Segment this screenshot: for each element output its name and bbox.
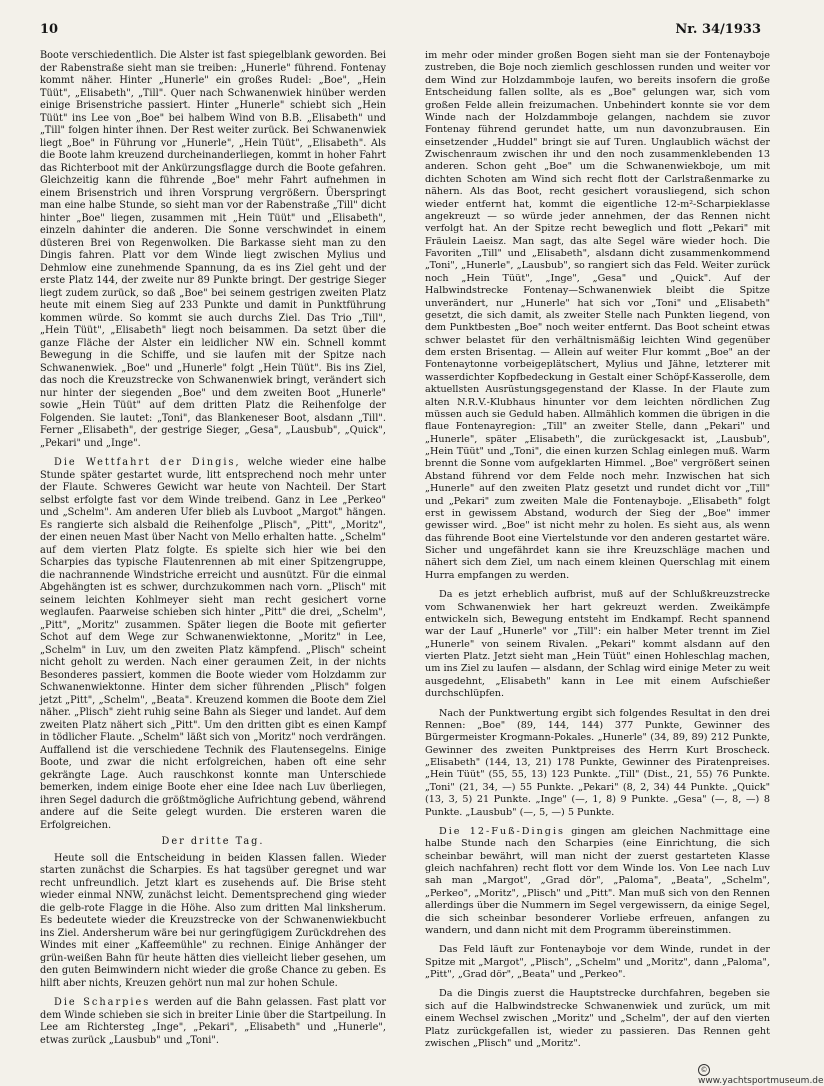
section-lead: Die 12-Fuß-Dingis [439, 825, 565, 837]
issue-number: Nr. 34/1933 [675, 22, 761, 37]
paragraph-text: welche wieder eine halbe Stunde später gestartet wurde, litt entsprechend noch mehr unter der Flaute. Schweres Gewicht war heute von Nachteil. Der Start selbst erfolgte fast vor dem Winde treibend. Ganz in Lee „Perkeo" und „Schelm". Am anderen Ufer blieb als Luvboot „Margot" hängen. Es rangierte sich alsbald die Reihenfolge „Plisch", „Pitt", „Moritz", der einen neuen Mast über Nacht von Mello erhalten hatte. „Schelm" auf dem vierten Platz folgte. Es spielte sich hier wie bei den Scharpies das typische Flautenrennen ab mit einer Spitzengruppe, die nachrannende Windstriche erreicht und ausnützt. Für die einmal Abgehängten ist es schwer, durchzukommen nach vorn. „Plisch" mit seinem leichten Kohlmeyer sieht man recht gesichert vorne weglaufen. Paarweise schieben sich hinter „Pitt" die drei, „Schelm", „Pitt", „Moritz" zusammen. Später liegen die Boote mit gefierter Schot auf dem Wege zur Schwanenwiektonne, „Moritz" in Lee, „Schelm" in Luv, um den zweiten Platz kämpfend. „Plisch" scheint nicht geholt zu werden. Nach einer geraumen Zeit, in der nichts Besonderes passiert, kommen die Boote wieder vom Holzdamm zur Schwanenwiektonne. Hinter dem sicher führenden „Plisch" folgen jetzt „Pitt", „Schelm", „Beata". Kreuzend kommen die Boote dem Ziel näher. „Plisch" zieht ruhig seine Bahn als Sieger und landet. Auf dem zweiten Platz nähert sich „Pitt". Um den dritten gibt es einen Kampf in tödlicher Flaute. „Schelm" läßt sich von „Moritz" noch verdrängen. Auffallend ist die verschiedene Technik des Flautensegelns. Einige Boote, und zwar die nicht erfolgreichen, haben oft eine sehr gekrängte Lage. Auch rauschkonst konnte man Unterschiede bemerken, indem einige Boote eher eine Idee nach Luv überliegen, ihren Segel dadurch die größtmögliche Aufrichtung gebend, während andere auf die Seite gelegt wurden. Die ersteren waren die Erfolgreichen. [40, 457, 386, 831]
paragraph: Das Feld läuft zur Fontenayboje vor dem Winde, rundet in der Spitze mit „Margot", „Plisch", „Schelm" und „Moritz", dann „Paloma", „Pitt", „Grad dör", „Beata" und „Perkeo". [425, 944, 770, 980]
right-column [425, 50, 770, 1050]
results-paragraph: Nach der Punktwertung ergibt sich folgendes Resultat in den drei Rennen: „Boe" (89, 144, 144) 377 Punkte, Gewinner des Bürgermeister Krogmann-Pokales. „Hunerle" (34, 89, 89) 212 Punkte, Gewinner des zweiten Punktpreises des Herrn Kurt Broscheck. „Elisabeth" (144, 13, 21) 178 Punkte, Gewinner des Piratenpreises. „Hein Tüüt" (55, 55, 13) 123 Punkte. „Till" (Dist., 21, 55) 76 Punkte. „Toni" (21, 34, —) 55 Punkte. „Pekari" (8, 2, 34) 44 Punkte. „Quick" (13, 3, 5) 21 Punkte. „Inge" (—, 1, 8) 9 Punkte. „Gesa" (—, 8, —) 8 Punkte. „Lausbub" (—, 5, —) 5 Punkte. [425, 707, 770, 818]
paragraph [40, 997, 386, 1047]
paragraph: Da es jetzt erheblich aufbrist, muß auf der Schlußkreuzstrecke vom Schwanenwiek her hart gekreuzt werden. Zweikämpfe entwickeln sich, Bewegung entsteht im Endkampf. Recht spannend war der Lauf „Hunerle" vor „Till": ein halber Meter trennt im Ziel „Hunerle" von seinem Rivalen. „Pekari" kommt alsdann auf den vierten Platz. Jetzt sieht man „Hein Tüüt" einen Hohleschlag machen, um ins Ziel zu laufen — alsdann, der Schlag wird einige Meter zu weit ausgedehnt, „Elisabeth" kann in Lee mit einem Aufschießer durchschlüpfen. [425, 589, 770, 700]
credit-text: www.yachtsportmuseum.de [698, 1076, 824, 1086]
paragraph [425, 826, 770, 937]
source-credit [698, 1064, 824, 1086]
left-column [40, 50, 386, 1047]
paragraph-text: gingen am gleichen Nachmittage eine halbe Stunde nach den Scharpies (eine Einrichtung, die sich scheinbar bewährt, will man nicht der zuerst gestarteten Klasse gleich nachfahren) recht flott vor dem Winde los. Von Lee nach Luv sah man „Margot", „Grad dör", „Paloma", „Beata", „Schelm", „Perkeo", „Moritz", „Plisch" und „Pitt". Man muß sich von den Rennen allerdings über die Nummern im Segel vergewissern, da einige Segel, die sich scheinbar besonderer Vorliebe erfreuen, anfangen zu wandern, und dann nicht mit dem Programm übereinstimmen. [425, 825, 770, 936]
section-lead: Die Scharpies [54, 997, 151, 1008]
copyright-icon: © [698, 1064, 710, 1076]
section-heading: Der dritte Tag. [161, 836, 265, 847]
paragraph [40, 457, 386, 832]
paragraph: im mehr oder minder großen Bogen sieht man sie der Fontenayboje zustreben, die Boje noch ziemlich geschlossen runden und weiter vor dem Wind zur Holzdammboje laufen, wo bereits insofern die große Entscheidung fallen sollte, als es „Boe" gelungen war, sich vom großen Felde allein freizumachen. Unbehindert konnte sie vor dem Winde nach der Holzdammboje gelangen, nachdem sie zuvor Fontenay führend gerundet hatte, um nun davonzubrausen. Ein einsetzender „Huddel" bringt sie auf Turen. Unglaublich wächst der Zwischenraum zwischen ihr und den noch zusammenklebenden 13 anderen. Schon geht „Boe" um die Schwanenwiekboje, um mit dichten Schoten am Wind sich recht flott der Carlstraßenmarke zu nähern. Als das Boot, recht gesichert vorausliegend, sich schon wieder entfernt hat, kommt die eigentliche 12-m²-Scharpieklasse angekreuzt — so würde jeder annehmen, der das Rennen nicht verfolgt hat. An der Spitze recht beweglich und flott „Pekari" mit Fräulein Laeisz. Man sagt, das alte Segel wäre wieder hoch. Die Favoriten „Till" und „Elisabeth", alsdann dicht zusammenkommend „Toni", „Hunerle", „Lausbub", so rangiert sich das Feld. Weiter zurück noch „Hein Tüüt", „Inge", „Gesa" und „Quick". Auf der Halbwindstrecke Fontenay—Schwanenwiek bleibt die Spitze unverändert, nur „Hunerle" hat sich vor „Toni" und „Elisabeth" gesetzt, die sich damit, als zweiter Stelle nach Punkten liegend, von dem Punktbesten „Boe" noch weiter entfernt. Das Boot scheint etwas schwer belastet für den verhältnismäßig leichten Wind gegenüber dem ersten Brisentag. — Allein auf weiter Flur kommt „Boe" an der Fontenaytonne vorbeigeplätschert, Mylius und Jähne, letzterer mit wasserdichter Kopfbedeckung in Gestalt einer Schöpf-Kasserolle, dem aktuellsten Ausrüstungsgegenstand der Klasse. In der Flaute zum alten N.R.V.-Klubhaus hinunter vor dem leichten nördlichen Zug müssen auch sie Geduld haben. Allmählich kommen die übrigen in die flaue Fontenayregion: „Till" an zweiter Stelle, dann „Pekari" und „Hunerle", später „Elisabeth", die zurückgesackt ist, „Lausbub", „Hein Tüüt" und „Toni", die einen kurzen Schlag einlegen muß. Warm brennt die Sonne vom aufgeklarten Himmel. „Boe" vergrößert seinen Abstand führend vor dem Felde noch mehr. Inzwischen hat sich „Hunerle" auf den zweiten Platz gesetzt und rundet dicht vor „Till" und „Pekari" zum zweiten Male die Fontenayboje. „Elisabeth" folgt erst in gewissem Abstand, wodurch der Sieg der „Boe" immer gewisser wird. „Boe" ist nicht mehr zu holen. Es sieht aus, als wenn das führende Boot eine Viertelstunde vor den anderen gestartet wäre. Sicher und ungefährdet kann sie ihre Kreuzschläge machen und nähert sich dem Ziel, um nach einem kleinen Querschlag mit einem Hurra empfangen zu werden. [425, 50, 770, 581]
paragraph: Da die Dingis zuerst die Hauptstrecke durchfahren, begeben sie sich auf die Halbwindstrecke Schwanenwiek und zurück, um mit einem Wechsel zwischen „Moritz" und „Schelm", der auf den vierten Platz zurückgefallen ist, wieder zu passieren. Das Rennen geht zwischen „Plisch" und „Moritz". [425, 988, 770, 1049]
page-number: 10 [40, 22, 59, 37]
paragraph: Heute soll die Entscheidung in beiden Klassen fallen. Wieder starten zunächst die Scharpies. Es hat tagsüber geregnet und war recht unfreundlich. Jetzt klart es zusehends auf. Die Brise steht wieder einmal NNW, zunächst leicht. Dementsprechend ging wieder die gelb-rote Flagge in die Höhe. Also zum dritten Mal linksherum. Es bedeutete wieder die Kreuzstrecke von der Schwanenwiekbucht ins Ziel. Andersherum wäre bei nur geringfügigem Zurückdrehen des Windes mit einer „Kaffeemühle" zu rechnen. Einige Anhänger der grün-weißen Bahn für heute hätten dies vielleicht lieber gesehen, um den guten Beimwindern nicht wieder die große Chance zu geben. Es hilft aber nichts, Kreuzen gehört nun mal zur hohen Schule. [40, 852, 386, 989]
section-lead: Die Wettfahrt der Dingis, [54, 457, 241, 468]
paragraph: Boote verschiedentlich. Die Alster ist fast spiegelblank geworden. Bei der Rabenstraße sieht man sie treiben: „Hunerle" führend. Fontenay kommt näher. Hinter „Hunerle" ein großes Rudel: „Boe", „Hein Tüüt", „Elisabeth", „Till". Quer nach Schwanenwiek hinüber werden einige Brisenstriche passiert. Hinter „Hunerle" schiebt sich „Hein Tüüt" ins Lee von „Boe" bei halbem Wind von B.B. „Elisabeth" und „Till" folgen hinter ihnen. Der Rest weiter zurück. Bei Schwanenwiek liegt „Boe" in Führung vor „Hunerle", „Hein Tüüt", „Elisabeth". Als die Boote lahm kreuzend durcheinanderliegen, kommt in hoher Fahrt das Richterboot mit der Ankürzungsflagge durch die Boote gefahren. Gleichzeitig kann die führende „Boe" mehr Fahrt aufnehmen in einem Brisenstrich und ihren Vorsprung vergrößern. Überspringt man eine halbe Stunde, so sieht man vor der Rabenstraße „Till" dicht hinter „Boe" liegen, zusammen mit „Hein Tüüt" und „Elisabeth", einzeln dahinter die anderen. Die Sonne verschwindet in einem düsteren Brei von Regenwolken. Die Barkasse sieht man zu den Dingis fahren. Platt vor dem Winde liegt zwischen Mylius und Dehmlow eine zunehmende Spannung, da es ins Ziel geht und der erste Platz 144, der zweite nur 89 Punkte bringt. Der gestrige Sieger liegt zudem zurück, so daß „Boe" bei seinem gestrigen zweiten Platz heute mit einem Sieg auf 233 Punkte und damit in Punktführung kommen würde. So kommt sie auch durchs Ziel. Das Trio „Till", „Hein Tüüt", „Elisabeth" liegt noch beisammen. Da setzt über die ganze Fläche der Alster ein leidlicher NW ein. Schnell kommt Bewegung in die Schiffe, und sie laufen mit der Spitze nach Schwanenwiek. „Boe" und „Hunerle" folgt „Hein Tüüt". Bis ins Ziel, das noch die Kreuzstrecke von Schwanenwiek bringt, verändert sich nur hinter der siegenden „Boe" und dem zweiten Boot „Hunerle" sowie „Hein Tüüt" auf dem dritten Platz die Reihenfolge der Folgenden. Sie lautet: „Toni", das Blankeneser Boot, alsdann „Till". Ferner „Elisabeth", der gestrige Sieger, „Gesa", „Lausbub", „Quick", „Pekari" und „Inge". [40, 50, 386, 449]
paragraph-text: werden auf die Bahn gelassen. Fast platt vor dem Winde schieben sie sich in breiter Linie über die Startpeilung. In Lee am Richtersteg „Inge", „Pekari", „Elisabeth" und „Hunerle", etwas zurück „Lausbub" und „Toni". [40, 997, 386, 1046]
